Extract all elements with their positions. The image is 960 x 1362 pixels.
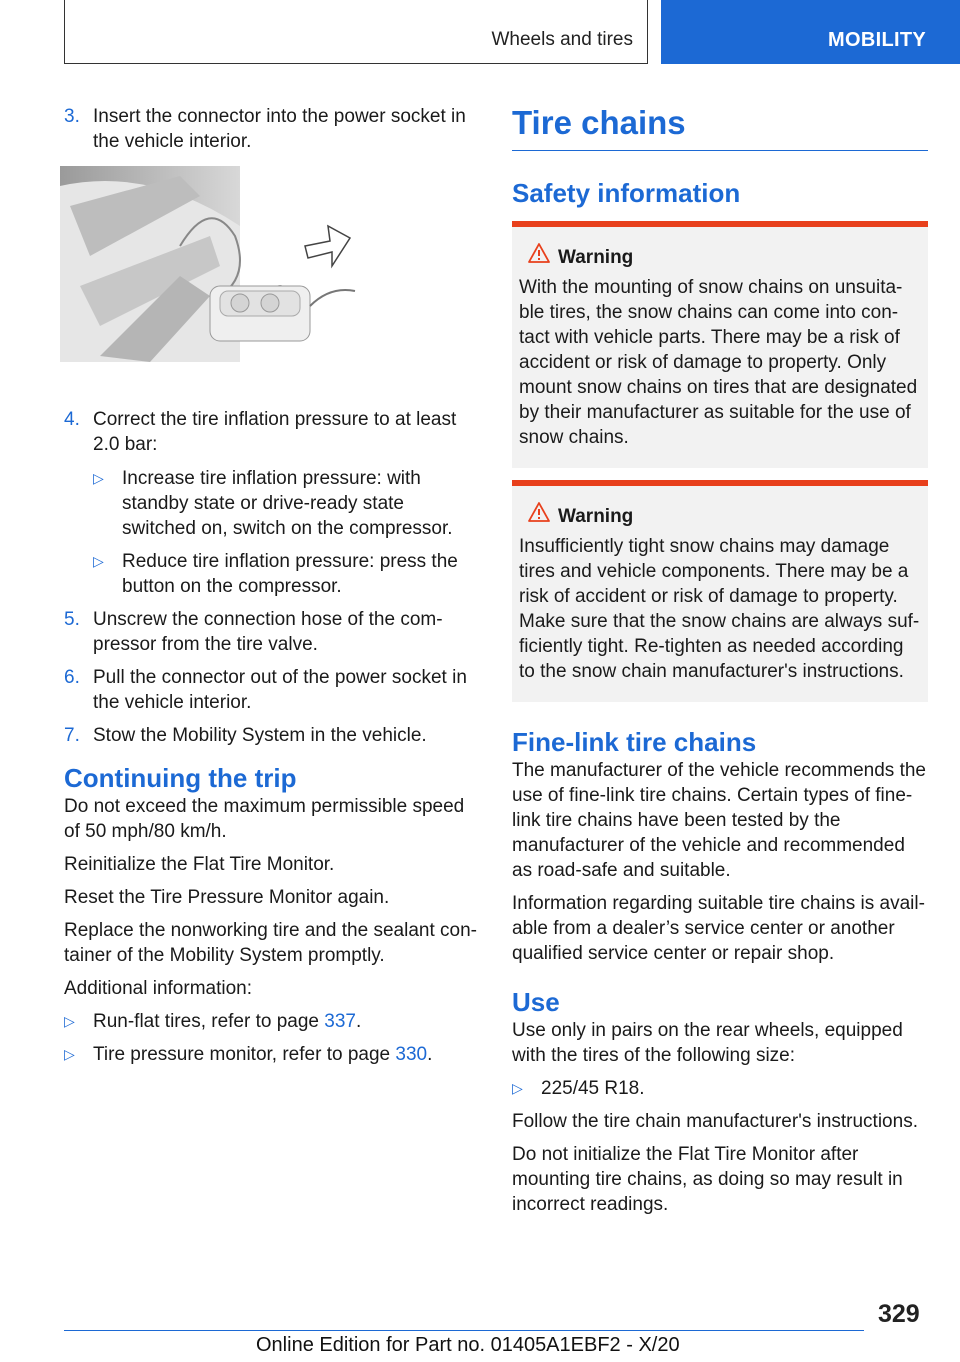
right-column: [512, 104, 928, 1217]
step-5: [64, 607, 480, 657]
step-4-bullet-2: [93, 549, 480, 599]
page-link-337[interactable]: 337: [324, 1011, 356, 1032]
compressor-illustration: [60, 166, 364, 362]
warning-title-text: Warning: [558, 247, 634, 268]
tire-size-bullet: [512, 1076, 928, 1101]
header-tag-box: [661, 0, 960, 64]
bullet-text: Reduce tire inflation pressure: press the button on the compressor.: [122, 551, 458, 597]
triangle-bullet-icon: ▷: [93, 470, 104, 486]
paragraph: Do not exceed the maximum permissible speed of 50 mph/80 km/h.: [64, 796, 465, 842]
triangle-bullet-icon: ▷: [512, 1080, 523, 1096]
use-heading: Use: [512, 987, 560, 1017]
left-column: [64, 104, 480, 1067]
paragraph: Use only in pairs on the rear wheels, equipped with the tires of the following size:: [512, 1020, 903, 1066]
step-text: Correct the tire inflation pressure to at least 2.0 bar:: [93, 409, 457, 455]
paragraph: Reinitialize the Flat Tire Monitor.: [64, 854, 335, 875]
step-number: 7.: [64, 725, 80, 746]
page-number: 329: [878, 1300, 920, 1328]
paragraph: The manufacturer of the vehicle recommends the use of fine-link tire chains. Certain types of fine-link tire chains have been tested by the manufacturer of the vehicle and recommended as road-safe and suitable.: [512, 760, 926, 881]
paragraph: Reset the Tire Pressure Monitor again.: [64, 887, 390, 908]
triangle-bullet-icon: ▷: [64, 1046, 75, 1062]
step-text: Stow the Mobility System in the vehicle.: [93, 725, 427, 746]
reference-tire-pressure: [64, 1042, 480, 1067]
safety-heading: Safety information: [512, 178, 741, 208]
step-3: [64, 104, 480, 154]
step-4-bullet-1: [93, 466, 480, 541]
step-4: [64, 407, 480, 457]
paragraph: Information regarding suitable tire chains is avail-able from a dealer’s service center or another qualified service center or repair shop.: [512, 893, 925, 964]
bullet-text: Increase tire inflation pressure: with standby state or drive-ready state switched on, switch on the compressor.: [122, 468, 453, 539]
warning-text: Insufficiently tight snow chains may damage tires and vehicle components. There may be a risk of accident or risk of damage to property. Make sure that the snow chains are always suf-ficiently tight. Re-tighten as needed according to the snow chain manufacturer's instructions.: [519, 536, 920, 682]
header-section-box: [64, 0, 648, 64]
reference-text: Tire pressure monitor, refer to page: [93, 1044, 396, 1065]
step-number: 4.: [64, 409, 80, 430]
page-link-330[interactable]: 330: [395, 1044, 428, 1065]
triangle-bullet-icon: ▷: [93, 553, 104, 569]
paragraph: Replace the nonworking tire and the sealant con-tainer of the Mobility System promptly.: [64, 920, 477, 966]
step-text: Pull the connector out of the power socket in the vehicle interior.: [93, 667, 467, 713]
step-number: 6.: [64, 667, 80, 688]
bullet-text: 225/45 R18.: [541, 1078, 645, 1099]
reference-text: Run-flat tires, refer to page: [93, 1011, 325, 1032]
warning-title-text: Warning: [558, 506, 634, 527]
warning-title: [519, 245, 920, 270]
step-number: 5.: [64, 609, 80, 630]
step-6: [64, 665, 480, 715]
warning-box-1: [512, 221, 928, 468]
paragraph: Additional information:: [64, 978, 252, 999]
footer-edition: Online Edition for Part no. 01405A1EBF2 - X/20: [256, 1334, 680, 1356]
triangle-bullet-icon: ▷: [64, 1013, 75, 1029]
page-title: Tire chains: [512, 104, 928, 151]
period: .: [427, 1044, 433, 1065]
fine-link-heading: Fine-link tire chains: [512, 727, 757, 757]
continuing-heading: Continuing the trip: [64, 763, 297, 793]
paragraph: Follow the tire chain manufacturer's instructions.: [512, 1111, 918, 1132]
step-number: 3.: [64, 106, 80, 127]
paragraph: Do not initialize the Flat Tire Monitor after mounting tire chains, as doing so may result in incorrect readings.: [512, 1144, 903, 1215]
step-text: Unscrew the connection hose of the com-pressor from the tire valve.: [93, 609, 443, 655]
footer-divider: [64, 1330, 864, 1331]
warning-triangle-icon: [527, 242, 551, 264]
warning-title: [519, 504, 920, 529]
warning-text: With the mounting of snow chains on unsuita-ble tires, the snow chains can come into con-tact with vehicle parts. There may be a risk of accident or risk of damage to property. Only mount snow chains on tires that are designated by their manufacturer as suitable for the use of snow chains.: [519, 277, 918, 448]
step-text: Insert the connector into the power socket in the vehicle interior.: [93, 106, 466, 152]
period: .: [355, 1011, 362, 1032]
header-section-title: Wheels and tires: [491, 29, 633, 50]
header-tag: MOBILITY: [828, 29, 926, 51]
warning-triangle-icon: [527, 501, 551, 523]
reference-run-flat: [64, 1009, 480, 1034]
warning-box-2: [512, 480, 928, 702]
step-7: [64, 723, 480, 748]
